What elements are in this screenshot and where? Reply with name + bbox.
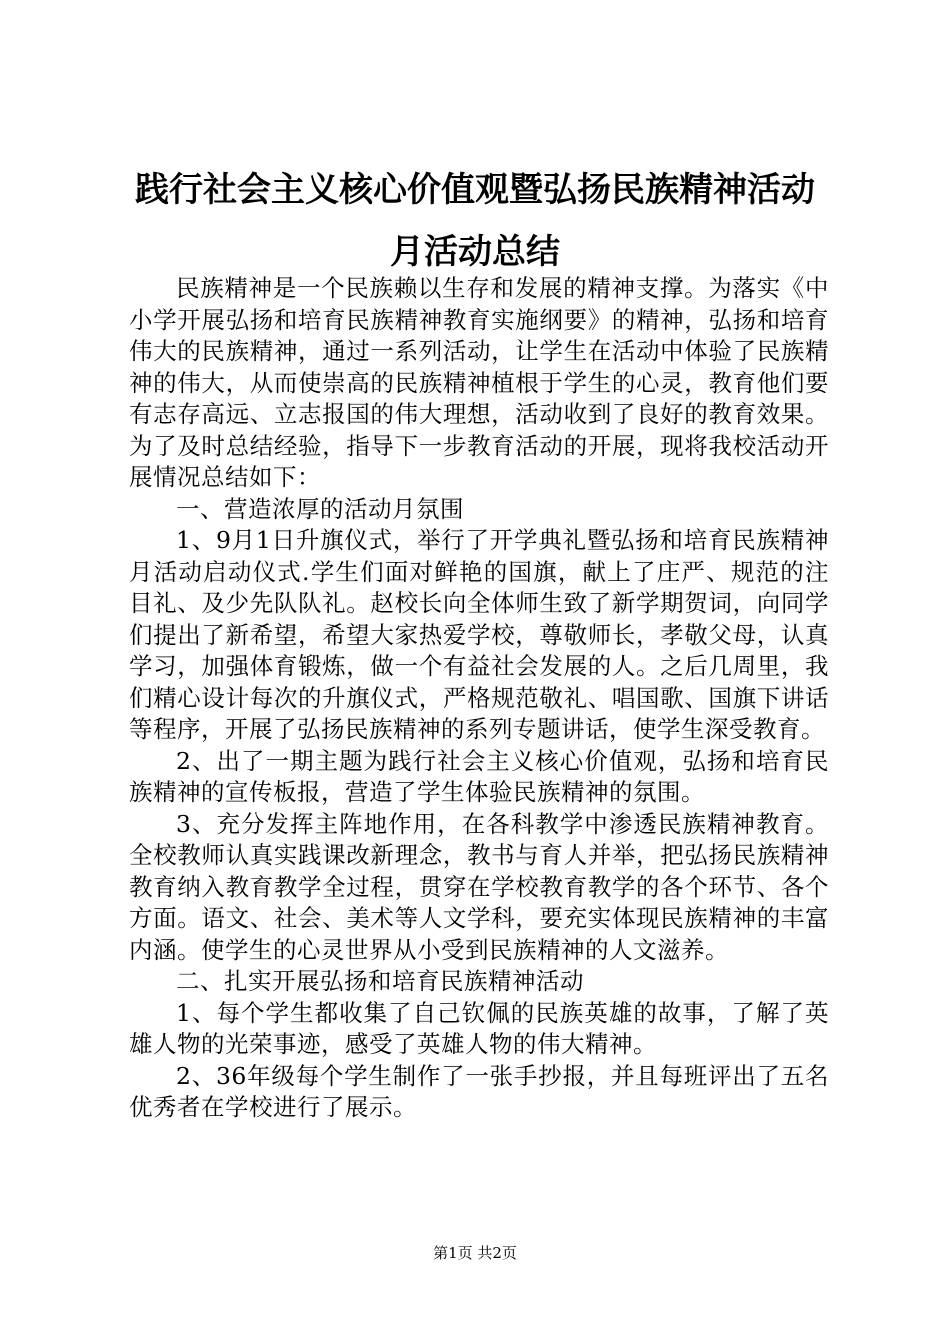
paragraph-item-2-1: 1、每个学生都收集了自己钦佩的民族英雄的故事，了解了英雄人物的光荣事迹，感受了英雄人物的伟大精神。 <box>129 998 829 1058</box>
paragraph-intro: 民族精神是一个民族赖以生存和发展的精神支撑。为落实《中小学开展弘扬和培育民族精神教育实施纲要》的精神，弘扬和培育伟大的民族精神，通过一系列活动，让学生在活动中体验了民族精神的伟大，从而使崇高的民族精神植根于学生的心灵，教育他们要有志存高远、立志报国的伟大理想，活动收到了良好的教育效果。为了及时总结经验，指导下一步教育活动的开展，现将我校活动开展情况总结如下： <box>129 274 829 491</box>
document-body <box>129 273 829 1124</box>
paragraph-item-1-2: 2、出了一期主题为践行社会主义核心价值观，弘扬和培育民族精神的宣传板报，营造了学生体验民族精神的氛围。 <box>129 746 829 806</box>
document-title-line2: 月活动总结 <box>390 232 560 272</box>
paragraph-item-2-2: 2、36年级每个学生制作了一张手抄报，并且每班评出了五名优秀者在学校进行了展示。 <box>129 1061 829 1121</box>
paragraph-item-1-3: 3、充分发挥主阵地作用，在各科教学中渗透民族精神教育。全校教师认真实践课改新理念，教书与育人并举，把弘扬民族精神教育纳入教育教学全过程，贯穿在学校教育教学的各个环节、各个方面。语文、社会、美术等人文学科，要充实体现民族精神的丰富内涵。使学生的心灵世界从小受到民族精神的人文滋养。 <box>129 809 829 964</box>
document-title-line1: 践行社会主义核心价值观暨弘扬民族精神活动 <box>135 170 815 210</box>
section-heading-1: 一、营造浓厚的活动月氛围 <box>176 494 464 523</box>
section-heading-2: 二、扎实开展弘扬和培育民族精神活动 <box>176 967 584 995</box>
paragraph-item-1-1: 1、9月1日升旗仪式，举行了开学典礼暨弘扬和培育民族精神月活动启动仪式.学生们面对鲜艳的国旗，献上了庄严、规范的注目礼、及少先队队礼。赵校长向全体师生致了新学期贺词，向同学们提出了新希望，希望大家热爱学校，尊敬师长，孝敬父母，认真学习，加强体育锻炼，做一个有益社会发展的人。之后几周里，我们精心设计每次的升旗仪式，严格规范敬礼、唱国歌、国旗下讲话等程序，开展了弘扬民族精神的系列专题讲话，使学生深受教育。 <box>129 526 829 743</box>
page-number-footer: 第1页 共2页 <box>433 1244 517 1262</box>
